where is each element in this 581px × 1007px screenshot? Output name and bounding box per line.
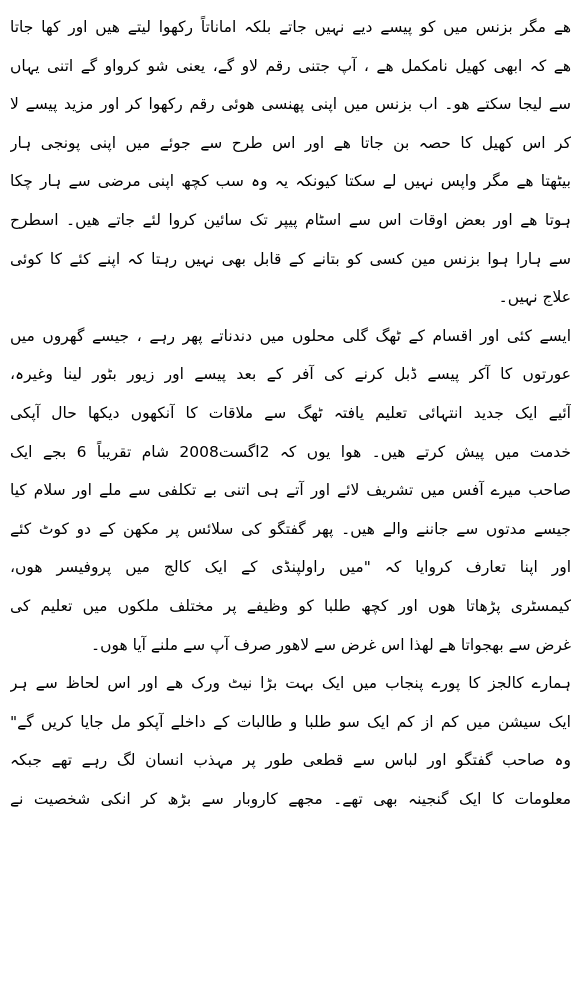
text-line: وہ صاحب گفتگو اور لباس سے قطعی طور پر مہذب انسان لگ رہے تھے جبکہ [10,751,571,770]
text-line: کیمسٹری پڑھاتا ھوں اور کچھ طلبا کو وظیفے پر مختلف ملکوں میں تعلیم کی [10,596,571,615]
text-line: کر اس کھیل کا حصہ بن جاتا ھے اور اس طرح سے جوئے میں اپنی پونجی ہار [10,133,571,152]
text-line: ایسے کئی اور اقسام کے ٹھگ گلی محلوں میں دندناتے پھر رہے ، جیسے گھروں میں [10,326,571,345]
text-line: ھے مگر بزنس میں کو پیسے دیے نہیں جاتے بلکہ اماناتاً رکھوا لیتے ھیں اور کھا جاتا [10,18,571,36]
text-line: عورتوں کا آکر پیسے ڈبل کرنے کی آفر کے بعد پیسے اور زیور بٹور لینا وغیرہ، [10,365,571,384]
text-line: جیسے مدتوں سے جاننے والے ھیں۔ پھر گفتگو کی سلائس پر مکھن کے دو کوٹ کئے [10,519,571,538]
text-line: سے لیجا سکتے ھو۔ اب بزنس میں اپنی پھنسی ھوئی رقم رکھوا کر اور مزید پیسے لا [10,95,571,114]
text-line: ہمارے کالجز کا پورے پنجاب میں ایک بہت بڑا نیٹ ورک ھے اور اس لحاظ سے ہر [10,674,571,693]
text-line: ایک سیشن میں کم از کم ایک سو طلبا و طالبات کے داخلے آپکو مل جایا کریں گے" [10,712,571,731]
text-line: ہوتا ھے اور بعض اوقات اس سے اسٹام پیپر تک سائین کروا لئے جاتے ھیں۔ اسطرح [10,210,571,229]
text-line: سے ہارا ہوا بزنس مین کسی کو بتانے کے قابل بھی نہیں رہتا کہ اپنے کئے کا کوئی [10,249,571,268]
text-line: صاحب میرے آفس میں تشریف لائے اور آتے ہی اتنی بے تکلفی سے ملے اور سلام کیا [10,481,571,500]
text-line: علاج نہیں۔ [498,288,571,307]
text-line: خدمت میں پیش کرتے ھیں۔ ھوا یوں کہ 2اگست2008 شام تقریباً 6 بجے ایک [10,442,571,461]
text-line: غرض سے بھجواتا ھے لھذا اس غرض سے لاھور صرف آپ سے ملنے آیا ھوں۔ [91,635,571,654]
text-line: معلومات کا ایک گنجینہ بھی تھے۔ مجھے کاروبار سے بڑھ کر انکی شخصیت نے [10,789,571,808]
text-line: بیٹھتا ھے مگر واپس نہیں لے سکتا کیونکہ یہ وہ سب کچھ اپنی مرضی سے ہار چکا [10,172,571,191]
text-line: ھے کہ ابھی کھیل نامکمل ھے ، آپ جتنی رقم لاو گے، یعنی شو کرواو گے اتنی یہاں [10,56,571,75]
text-line: آئیے ایک جدید انتہائی تعلیم یافتہ ٹھگ سے ملاقات کا آنکھوں دیکھا حال آپکی [10,403,571,422]
text-line: اور اپنا تعارف کروایا کہ "میں راولپنڈی کے ایک کالج میں پروفیسر ھوں، [10,558,571,577]
